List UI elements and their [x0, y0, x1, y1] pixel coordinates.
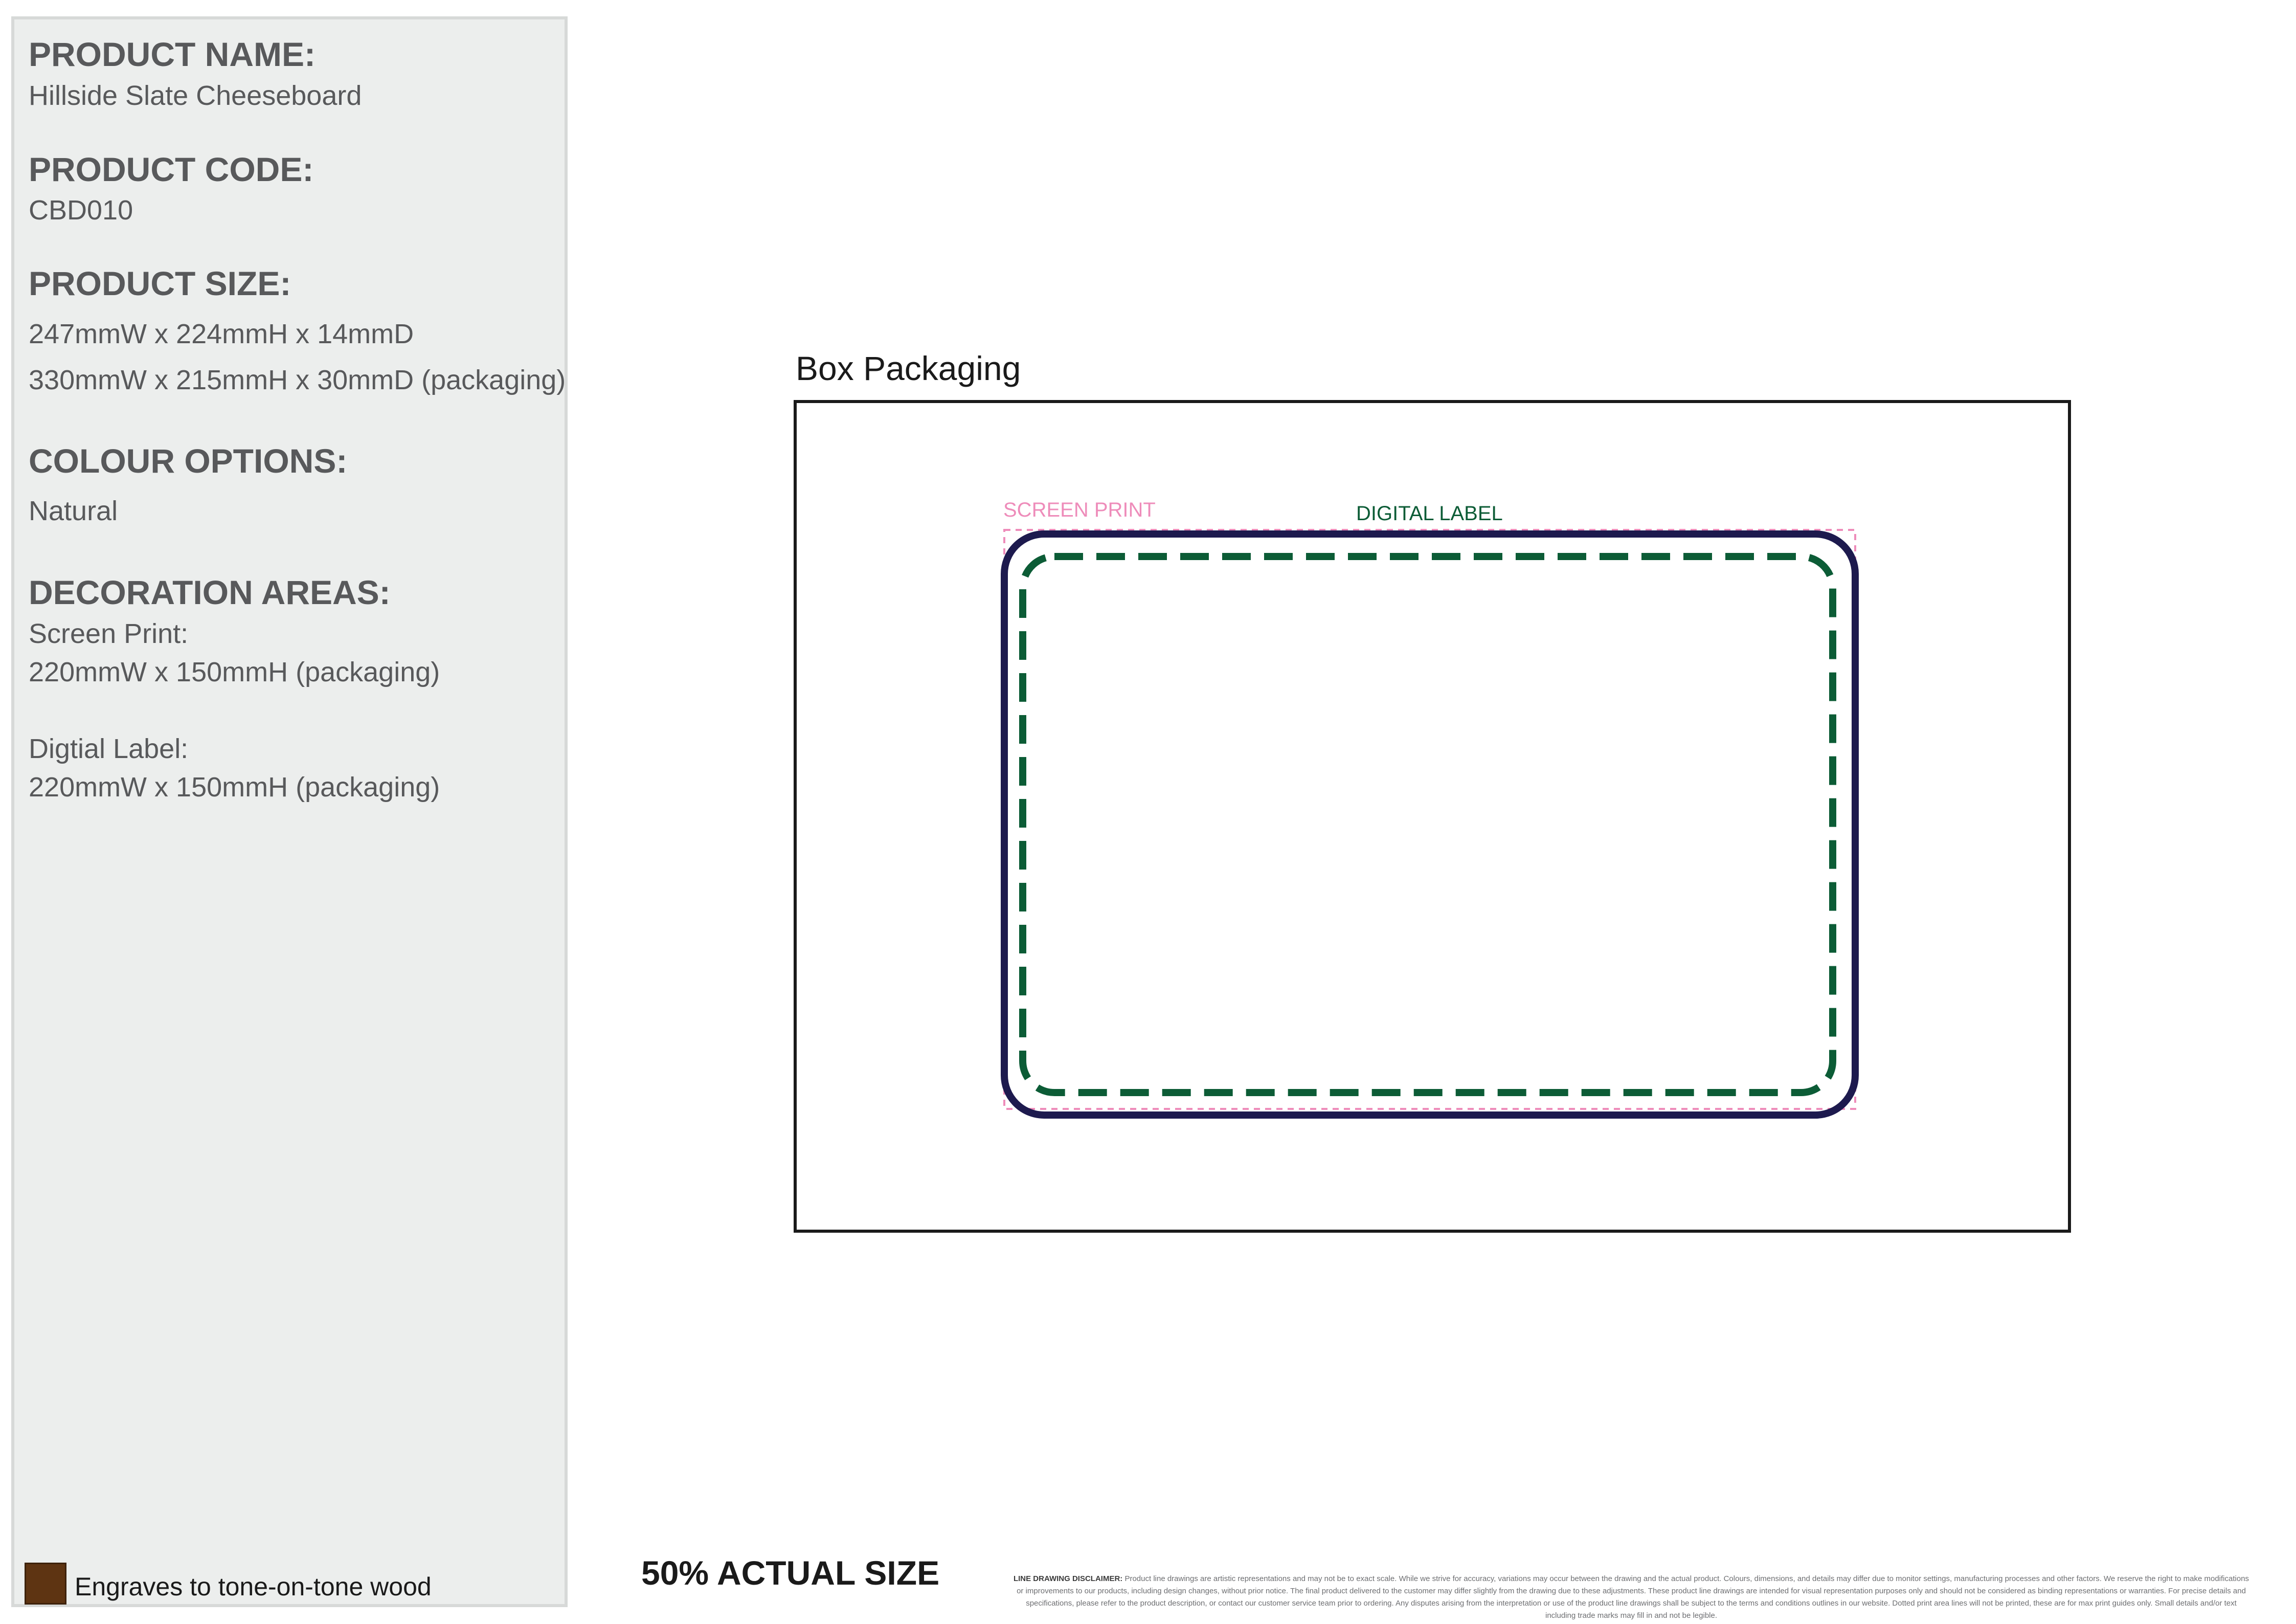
- digital-label-tag: DIGITAL LABEL: [1356, 502, 1503, 525]
- digital-label-area: 220mmW x 150mmH (packaging): [29, 772, 440, 803]
- screen-print-label: Screen Print:: [29, 618, 189, 649]
- packaging-size: 330mmW x 215mmH x 30mmD (packaging): [29, 365, 566, 395]
- product-code: CBD010: [29, 195, 133, 226]
- screen-print-area: 220mmW x 150mmH (packaging): [29, 657, 440, 687]
- product-code-heading: PRODUCT CODE:: [29, 150, 314, 188]
- decoration-area-drawing: [997, 511, 1866, 1125]
- digital-label-area-outline: [1023, 557, 1833, 1093]
- product-info-panel: [11, 16, 568, 1607]
- screen-print-tag: SCREEN PRINT: [1003, 499, 1156, 521]
- engraving-colour-swatch: [25, 1563, 66, 1605]
- product-name: Hillside Slate Cheeseboard: [29, 80, 362, 111]
- digital-label-label: Digtial Label:: [29, 733, 189, 764]
- screen-print-area-outline: [1004, 530, 1855, 1109]
- board-outline: [1004, 534, 1855, 1115]
- colour-option: Natural: [29, 496, 118, 526]
- disclaimer-heading: LINE DRAWING DISCLAIMER:: [1013, 1574, 1123, 1583]
- drawing-title: Box Packaging: [796, 349, 1021, 387]
- decoration-areas-heading: DECORATION AREAS:: [29, 573, 391, 611]
- product-size: 247mmW x 224mmH x 14mmD: [29, 319, 414, 349]
- product-size-heading: PRODUCT SIZE:: [29, 264, 291, 302]
- scale-note: 50% ACTUAL SIZE: [641, 1554, 940, 1592]
- line-drawing-disclaimer: [1010, 1573, 2253, 1622]
- disclaimer-text: Product line drawings are artistic representations and may not be to exact scale. While we strive for accuracy, variations may occur between the drawing and the actual product. Colours, dimensions, and details may differ due to monitor settings, manufacturing processes and other factors. We reserve the right to make modifications or improvements to our products, including design changes, without prior notice. The final product delivered to the customer may differ slightly from the drawing due to these adjustments. These product line drawings are intended for visual representation purposes only and should not be considered as binding representations or warranties. For precise details and specifications, please refer to the product description, or contact our customer service team prior to ordering. Any disputes arising from the interpretation or use of the product line drawings shall be subject to the terms and conditions outlines in our website. Dotted print area lines will not be printed, these are for max print guides only. Small details and/or text including trade marks may fill in and not be legible.: [1017, 1574, 2249, 1620]
- colour-options-heading: COLOUR OPTIONS:: [29, 442, 348, 480]
- product-name-heading: PRODUCT NAME:: [29, 35, 316, 73]
- engraving-legend-label: Engraves to tone-on-tone wood: [75, 1572, 432, 1601]
